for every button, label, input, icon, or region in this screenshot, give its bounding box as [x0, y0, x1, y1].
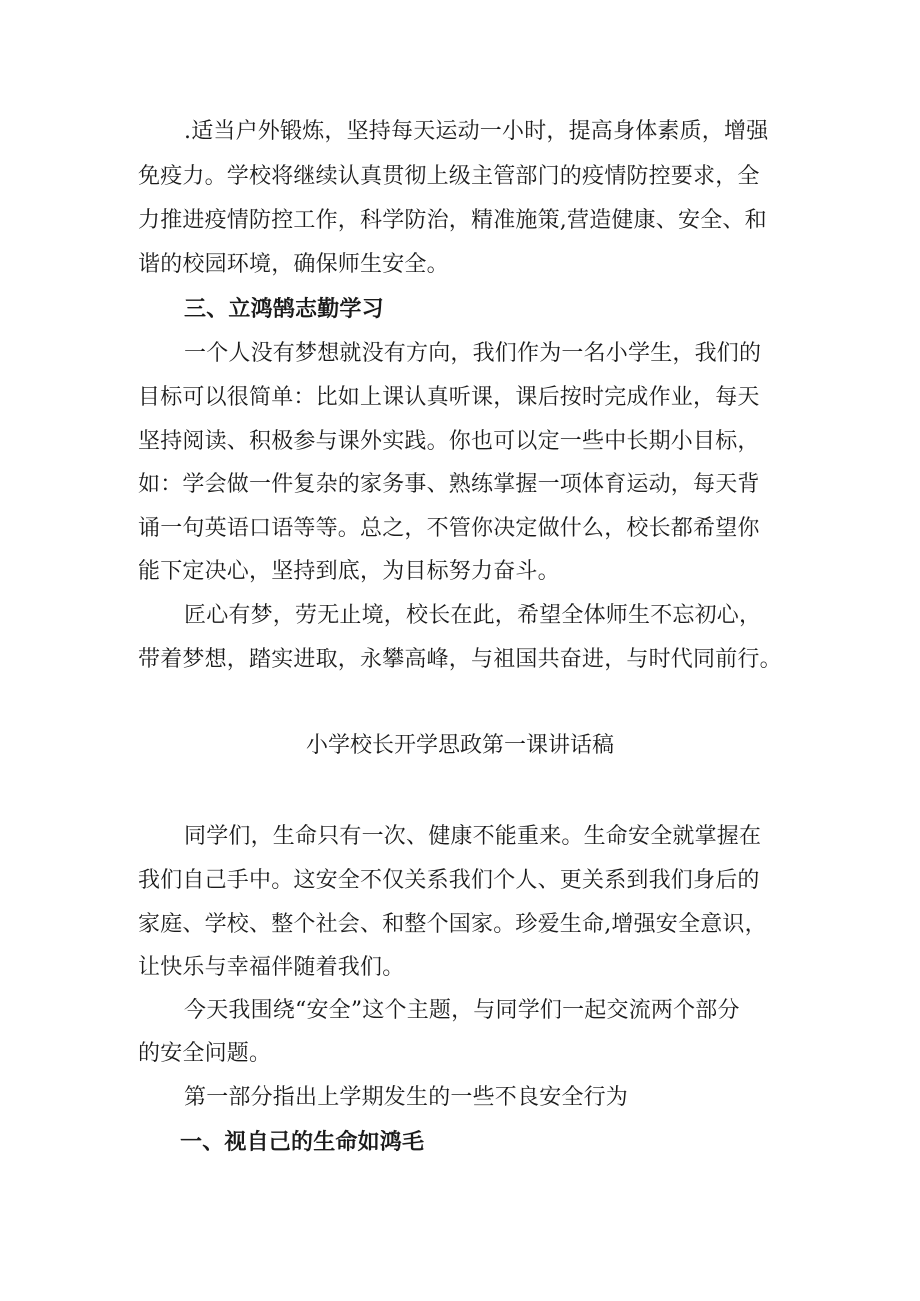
body-text-line: 能下定决心，坚持到底，为目标努力奋斗。 [138, 559, 560, 584]
body-text-line: 谐的校园环境，确保师生安全。 [138, 252, 449, 277]
body-text-line: .适当户外锻炼，坚持每天运动一小时，提高身体素质，增强 [184, 119, 769, 144]
section-heading: 一、视自己的生命如鸿毛 [180, 1130, 425, 1155]
body-text-line: 诵一句英语口语等等。总之，不管你决定做什么，校长都希望你 [138, 516, 760, 541]
document-title: 小学校长开学思政第一课讲话稿 [305, 733, 614, 758]
body-text-line: 目标可以很简单：比如上课认真听课，课后按时完成作业，每天 [138, 385, 760, 410]
body-text-line: 我们自己手中。这安全不仅关系我们个人、更关系到我们身后的 [138, 868, 760, 893]
body-text-line: 家庭、学校、整个社会、和整个国家。珍爱生命,增强安全意识， [138, 912, 767, 937]
body-text-line: 一个人没有梦想就没有方向，我们作为一名小学生，我们的 [184, 341, 762, 366]
body-text-line: 免疫力。学校将继续认真贯彻上级主管部门的疫情防控要求，全 [138, 164, 760, 189]
body-text-line: 匠心有梦，劳无止境，校长在此，希望全体师生不忘初心， [184, 603, 762, 628]
body-text-line: 让快乐与幸福伴随着我们。 [138, 955, 405, 980]
body-text-line: 第一部分指出上学期发生的一些不良安全行为 [184, 1085, 629, 1110]
body-text-line: 如：学会做一件复杂的家务事、熟练掌握一项体育运动，每天背 [138, 472, 760, 497]
body-text-line: 同学们，生命只有一次、健康不能重来。生命安全就掌握在 [184, 824, 762, 849]
body-text-line: 带着梦想，踏实进取，永攀高峰，与祖国共奋进，与时代同前行。 [138, 647, 782, 672]
body-text-line: 今天我围绕“安全”这个主题，与同学们一起交流两个部分 [184, 998, 740, 1023]
body-text-line: 力推进疫情防控工作，科学防治，精准施策,营造健康、安全、和 [138, 208, 767, 233]
body-text-line: 坚持阅读、积极参与课外实践。你也可以定一些中长期小目标， [138, 429, 760, 454]
section-heading: 三、立鸿鹄志勤学习 [184, 297, 384, 322]
body-text-line: 的安全问题。 [138, 1041, 272, 1066]
